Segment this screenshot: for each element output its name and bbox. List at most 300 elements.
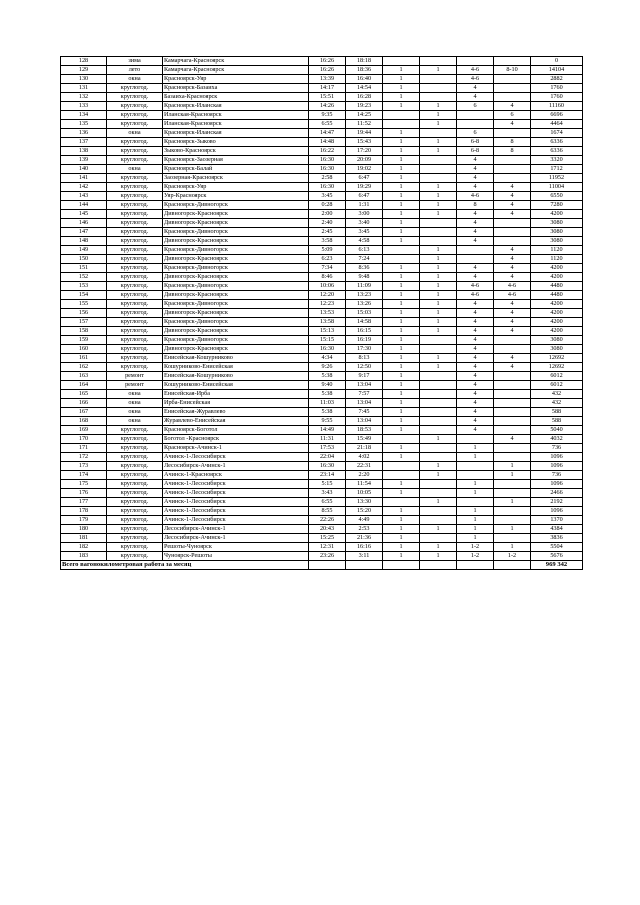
departure-time-cell: 17:53 <box>309 444 346 453</box>
row-number-cell: 160 <box>61 345 107 354</box>
col-b-cell: 1 <box>420 543 457 552</box>
arrival-time-cell: 16:15 <box>346 327 383 336</box>
row-number-cell: 171 <box>61 444 107 453</box>
table-row <box>61 372 583 381</box>
arrival-time-cell: 2:20 <box>346 471 383 480</box>
departure-time-cell: 15:25 <box>309 534 346 543</box>
col-a-cell: 1 <box>383 264 420 273</box>
table-row <box>61 354 583 363</box>
season-cell: круглогод. <box>107 93 163 102</box>
route-cell: Ачинск-1-Лесосибирск <box>163 516 309 525</box>
col-b-cell <box>420 453 457 462</box>
season-cell: круглогод. <box>107 120 163 129</box>
col-a-cell: 1 <box>383 453 420 462</box>
table-row <box>61 147 583 156</box>
col-a-cell <box>383 120 420 129</box>
col-d-cell <box>494 399 531 408</box>
table-row <box>61 174 583 183</box>
col-d-cell: 4 <box>494 318 531 327</box>
col-a-cell: 1 <box>383 291 420 300</box>
season-cell: круглогод. <box>107 237 163 246</box>
season-cell: круглогод. <box>107 210 163 219</box>
row-number-cell: 165 <box>61 390 107 399</box>
row-number-cell: 154 <box>61 291 107 300</box>
arrival-time-cell: 15:43 <box>346 138 383 147</box>
col-a-cell: 1 <box>383 390 420 399</box>
table-row <box>61 552 583 561</box>
col-a-cell <box>383 57 420 66</box>
col-d-cell: 4 <box>494 201 531 210</box>
season-cell: лето <box>107 66 163 75</box>
route-cell: Енисейская-Журавлево <box>163 408 309 417</box>
col-b-cell <box>420 444 457 453</box>
arrival-time-cell: 13:04 <box>346 399 383 408</box>
departure-time-cell: 3:58 <box>309 237 346 246</box>
col-d-cell <box>494 489 531 498</box>
col-c-cell <box>457 246 494 255</box>
car-km-cell: 3320 <box>531 156 583 165</box>
col-d-cell <box>494 57 531 66</box>
route-cell: Дивногорск-Красноярск <box>163 273 309 282</box>
route-cell: Ачинск-1-Лесосибирск <box>163 453 309 462</box>
row-number-cell: 130 <box>61 75 107 84</box>
train-schedule-table <box>60 56 583 570</box>
car-km-cell: 4200 <box>531 300 583 309</box>
departure-time-cell: 23:26 <box>309 552 346 561</box>
season-cell: круглогод. <box>107 336 163 345</box>
col-b-cell: 1 <box>420 102 457 111</box>
season-cell: круглогод. <box>107 426 163 435</box>
arrival-time-cell: 6:47 <box>346 174 383 183</box>
table-row <box>61 273 583 282</box>
season-cell: окна <box>107 129 163 138</box>
col-b-cell <box>420 516 457 525</box>
car-km-cell: 6336 <box>531 138 583 147</box>
table-row <box>61 489 583 498</box>
row-number-cell: 170 <box>61 435 107 444</box>
col-c-cell: 4-6 <box>457 75 494 84</box>
car-km-cell: 1096 <box>531 453 583 462</box>
row-number-cell: 138 <box>61 147 107 156</box>
arrival-time-cell: 15:49 <box>346 435 383 444</box>
departure-time-cell: 23:14 <box>309 471 346 480</box>
col-b-cell <box>420 372 457 381</box>
col-d-cell: 4 <box>494 192 531 201</box>
arrival-time-cell: 16:40 <box>346 75 383 84</box>
car-km-cell: 0 <box>531 57 583 66</box>
col-b-cell: 1 <box>420 201 457 210</box>
departure-time-cell: 15:15 <box>309 336 346 345</box>
col-d-cell <box>494 174 531 183</box>
col-c-cell: 4-6 <box>457 192 494 201</box>
departure-time-cell: 7:34 <box>309 264 346 273</box>
col-d-cell: 4 <box>494 246 531 255</box>
table-row <box>61 300 583 309</box>
table-row <box>61 318 583 327</box>
col-c-cell: 1 <box>457 489 494 498</box>
route-cell: Заозерная-Красноярск <box>163 174 309 183</box>
season-cell: круглогод. <box>107 435 163 444</box>
col-a-cell: 1 <box>383 345 420 354</box>
arrival-time-cell: 7:57 <box>346 390 383 399</box>
season-cell: круглогод. <box>107 246 163 255</box>
route-cell: Журавлево-Енисейская <box>163 417 309 426</box>
table-row <box>61 480 583 489</box>
car-km-cell: 14104 <box>531 66 583 75</box>
car-km-cell: 736 <box>531 471 583 480</box>
table-row <box>61 228 583 237</box>
season-cell: круглогод. <box>107 255 163 264</box>
car-km-cell: 12692 <box>531 354 583 363</box>
total-empty-cell <box>383 561 420 570</box>
departure-time-cell: 9:26 <box>309 363 346 372</box>
departure-time-cell: 12:20 <box>309 291 346 300</box>
col-a-cell <box>383 255 420 264</box>
arrival-time-cell: 19:23 <box>346 102 383 111</box>
season-cell: круглогод. <box>107 264 163 273</box>
col-a-cell: 1 <box>383 210 420 219</box>
route-cell: Красноярск-Ачинск-1 <box>163 444 309 453</box>
col-b-cell: 1 <box>420 138 457 147</box>
season-cell: круглогод. <box>107 147 163 156</box>
row-number-cell: 151 <box>61 264 107 273</box>
col-d-cell: 4 <box>494 273 531 282</box>
row-number-cell: 148 <box>61 237 107 246</box>
car-km-cell: 1760 <box>531 93 583 102</box>
col-c-cell: 4 <box>457 372 494 381</box>
table-row <box>61 57 583 66</box>
arrival-time-cell: 17:20 <box>346 147 383 156</box>
car-km-cell: 6336 <box>531 147 583 156</box>
departure-time-cell: 2:40 <box>309 219 346 228</box>
car-km-cell: 2192 <box>531 498 583 507</box>
route-cell: Ачинск-1-Лесосибирск <box>163 480 309 489</box>
table-row <box>61 246 583 255</box>
season-cell: окна <box>107 390 163 399</box>
col-a-cell: 1 <box>383 129 420 138</box>
table-row <box>61 417 583 426</box>
car-km-cell: 11160 <box>531 102 583 111</box>
col-a-cell <box>383 498 420 507</box>
col-c-cell <box>457 111 494 120</box>
col-d-cell <box>494 75 531 84</box>
car-km-cell: 3080 <box>531 237 583 246</box>
col-d-cell <box>494 237 531 246</box>
table-row <box>61 309 583 318</box>
row-number-cell: 137 <box>61 138 107 147</box>
season-cell: окна <box>107 399 163 408</box>
col-d-cell: 4 <box>494 210 531 219</box>
col-b-cell: 1 <box>420 291 457 300</box>
col-a-cell: 1 <box>383 426 420 435</box>
table-row <box>61 75 583 84</box>
season-cell: круглогод. <box>107 525 163 534</box>
route-cell: Красноярск-Зыково <box>163 138 309 147</box>
departure-time-cell: 13:39 <box>309 75 346 84</box>
col-b-cell <box>420 129 457 138</box>
departure-time-cell: 0:28 <box>309 201 346 210</box>
route-cell: Лесосибирск-Ачинск-1 <box>163 534 309 543</box>
season-cell: окна <box>107 417 163 426</box>
col-d-cell: 8 <box>494 138 531 147</box>
departure-time-cell: 8:55 <box>309 507 346 516</box>
departure-time-cell: 11:31 <box>309 435 346 444</box>
col-b-cell <box>420 417 457 426</box>
col-b-cell: 1 <box>420 327 457 336</box>
season-cell: круглогод. <box>107 318 163 327</box>
car-km-cell: 4200 <box>531 273 583 282</box>
col-a-cell: 1 <box>383 534 420 543</box>
departure-time-cell: 15:13 <box>309 327 346 336</box>
route-cell: Красноярск-Дивногорск <box>163 201 309 210</box>
arrival-time-cell: 11:54 <box>346 480 383 489</box>
route-cell: Красноярск-Уяр <box>163 75 309 84</box>
total-row <box>61 561 583 570</box>
season-cell: окна <box>107 75 163 84</box>
col-b-cell: 1 <box>420 183 457 192</box>
col-b-cell <box>420 345 457 354</box>
col-c-cell: 4 <box>457 309 494 318</box>
total-value: 969 342 <box>531 561 583 570</box>
col-d-cell: 1-2 <box>494 552 531 561</box>
route-cell: Зыково-Красноярск <box>163 147 309 156</box>
row-number-cell: 136 <box>61 129 107 138</box>
col-a-cell: 1 <box>383 408 420 417</box>
col-b-cell: 1 <box>420 435 457 444</box>
table-row <box>61 219 583 228</box>
col-a-cell: 1 <box>383 552 420 561</box>
col-b-cell: 1 <box>420 363 457 372</box>
table-row <box>61 399 583 408</box>
col-b-cell <box>420 480 457 489</box>
col-b-cell <box>420 75 457 84</box>
row-number-cell: 177 <box>61 498 107 507</box>
row-number-cell: 179 <box>61 516 107 525</box>
arrival-time-cell: 12:50 <box>346 363 383 372</box>
departure-time-cell: 2:00 <box>309 210 346 219</box>
col-b-cell: 1 <box>420 120 457 129</box>
departure-time-cell: 16:30 <box>309 183 346 192</box>
col-a-cell: 1 <box>383 489 420 498</box>
col-c-cell: 1 <box>457 534 494 543</box>
row-number-cell: 146 <box>61 219 107 228</box>
col-a-cell: 1 <box>383 543 420 552</box>
route-cell: Красноярск-Дивногорск <box>163 246 309 255</box>
table-row <box>61 192 583 201</box>
col-a-cell: 1 <box>383 138 420 147</box>
car-km-cell: 2882 <box>531 75 583 84</box>
table-row <box>61 462 583 471</box>
col-a-cell: 1 <box>383 273 420 282</box>
arrival-time-cell: 7:45 <box>346 408 383 417</box>
col-c-cell: 1 <box>457 507 494 516</box>
col-c-cell <box>457 471 494 480</box>
arrival-time-cell: 14:54 <box>346 84 383 93</box>
season-cell: круглогод. <box>107 471 163 480</box>
departure-time-cell: 14:17 <box>309 84 346 93</box>
col-d-cell: 4 <box>494 327 531 336</box>
car-km-cell: 3080 <box>531 219 583 228</box>
departure-time-cell: 6:55 <box>309 498 346 507</box>
row-number-cell: 168 <box>61 417 107 426</box>
col-d-cell <box>494 417 531 426</box>
col-c-cell: 1 <box>457 525 494 534</box>
car-km-cell: 11952 <box>531 174 583 183</box>
col-d-cell: 6 <box>494 111 531 120</box>
row-number-cell: 155 <box>61 300 107 309</box>
col-a-cell: 1 <box>383 354 420 363</box>
col-c-cell: 1 <box>457 516 494 525</box>
route-cell: Красноярск-Дивногорск <box>163 282 309 291</box>
col-b-cell <box>420 219 457 228</box>
car-km-cell: 432 <box>531 390 583 399</box>
col-b-cell: 1 <box>420 210 457 219</box>
table-row <box>61 363 583 372</box>
col-c-cell: 4 <box>457 336 494 345</box>
col-c-cell: 4 <box>457 300 494 309</box>
car-km-cell: 1096 <box>531 507 583 516</box>
season-cell: круглогод. <box>107 489 163 498</box>
col-c-cell: 4 <box>457 318 494 327</box>
row-number-cell: 145 <box>61 210 107 219</box>
arrival-time-cell: 7:24 <box>346 255 383 264</box>
row-number-cell: 135 <box>61 120 107 129</box>
arrival-time-cell: 15:20 <box>346 507 383 516</box>
col-d-cell: 8 <box>494 147 531 156</box>
col-d-cell <box>494 516 531 525</box>
row-number-cell: 142 <box>61 183 107 192</box>
row-number-cell: 134 <box>61 111 107 120</box>
route-cell: Дивногорск-Красноярск <box>163 237 309 246</box>
col-d-cell: 4-6 <box>494 291 531 300</box>
departure-time-cell: 5:09 <box>309 246 346 255</box>
route-cell: Боготол -Красноярск <box>163 435 309 444</box>
route-cell: Ачинск-1-Лесосибирск <box>163 489 309 498</box>
row-number-cell: 131 <box>61 84 107 93</box>
col-a-cell: 1 <box>383 444 420 453</box>
col-a-cell: 1 <box>383 147 420 156</box>
row-number-cell: 152 <box>61 273 107 282</box>
col-a-cell: 1 <box>383 372 420 381</box>
col-b-cell <box>420 84 457 93</box>
col-a-cell: 1 <box>383 75 420 84</box>
col-c-cell: 4 <box>457 210 494 219</box>
season-cell: зима <box>107 57 163 66</box>
car-km-cell: 4464 <box>531 120 583 129</box>
col-b-cell <box>420 228 457 237</box>
table-row <box>61 471 583 480</box>
col-a-cell: 1 <box>383 93 420 102</box>
col-d-cell: 4 <box>494 255 531 264</box>
row-number-cell: 173 <box>61 462 107 471</box>
col-b-cell: 1 <box>420 273 457 282</box>
car-km-cell: 3836 <box>531 534 583 543</box>
car-km-cell: 1120 <box>531 246 583 255</box>
departure-time-cell: 9:35 <box>309 111 346 120</box>
col-c-cell: 4 <box>457 345 494 354</box>
car-km-cell: 1712 <box>531 165 583 174</box>
row-number-cell: 175 <box>61 480 107 489</box>
season-cell: круглогод. <box>107 183 163 192</box>
departure-time-cell: 5:15 <box>309 480 346 489</box>
table-row <box>61 120 583 129</box>
table-row <box>61 390 583 399</box>
route-cell: Енисейская-Ирба <box>163 390 309 399</box>
route-cell: Камарчага-Красноярск <box>163 66 309 75</box>
row-number-cell: 158 <box>61 327 107 336</box>
route-cell: Красноярск-Дивногорск <box>163 228 309 237</box>
season-cell: круглогод. <box>107 480 163 489</box>
table-row <box>61 516 583 525</box>
departure-time-cell: 16:30 <box>309 165 346 174</box>
table-row <box>61 255 583 264</box>
car-km-cell: 12692 <box>531 363 583 372</box>
col-c-cell: 4-6 <box>457 282 494 291</box>
col-d-cell: 1 <box>494 543 531 552</box>
season-cell: круглогод. <box>107 363 163 372</box>
car-km-cell: 4480 <box>531 282 583 291</box>
departure-time-cell: 14:26 <box>309 102 346 111</box>
departure-time-cell: 14:47 <box>309 129 346 138</box>
season-cell: окна <box>107 408 163 417</box>
col-a-cell <box>383 435 420 444</box>
route-cell: Базаиха-Красноярск <box>163 93 309 102</box>
route-cell: Красноярск-Уяр <box>163 183 309 192</box>
departure-time-cell: 10:06 <box>309 282 346 291</box>
col-b-cell: 1 <box>420 354 457 363</box>
table-row <box>61 282 583 291</box>
table-row <box>61 498 583 507</box>
col-a-cell: 1 <box>383 417 420 426</box>
table-row <box>61 93 583 102</box>
col-a-cell: 1 <box>383 102 420 111</box>
row-number-cell: 183 <box>61 552 107 561</box>
col-c-cell <box>457 255 494 264</box>
col-b-cell <box>420 408 457 417</box>
car-km-cell: 1674 <box>531 129 583 138</box>
table-row <box>61 543 583 552</box>
arrival-time-cell: 3:45 <box>346 228 383 237</box>
table-row <box>61 156 583 165</box>
total-empty-cell <box>309 561 346 570</box>
table-row <box>61 345 583 354</box>
row-number-cell: 129 <box>61 66 107 75</box>
season-cell: круглогод. <box>107 345 163 354</box>
route-cell: Ачинск-1-Лесосибирск <box>163 498 309 507</box>
col-b-cell <box>420 426 457 435</box>
col-c-cell: 4 <box>457 228 494 237</box>
arrival-time-cell: 19:29 <box>346 183 383 192</box>
season-cell: окна <box>107 165 163 174</box>
col-a-cell: 1 <box>383 156 420 165</box>
car-km-cell: 6696 <box>531 111 583 120</box>
table-row <box>61 264 583 273</box>
route-cell: Уяр-Красноярск <box>163 192 309 201</box>
departure-time-cell: 14:48 <box>309 138 346 147</box>
col-b-cell: 1 <box>420 255 457 264</box>
season-cell: круглогод. <box>107 516 163 525</box>
col-b-cell: 1 <box>420 300 457 309</box>
departure-time-cell: 5:38 <box>309 408 346 417</box>
table-row <box>61 381 583 390</box>
row-number-cell: 164 <box>61 381 107 390</box>
table-row <box>61 102 583 111</box>
car-km-cell: 6550 <box>531 192 583 201</box>
col-b-cell <box>420 174 457 183</box>
table-row <box>61 66 583 75</box>
row-number-cell: 169 <box>61 426 107 435</box>
col-d-cell: 4 <box>494 264 531 273</box>
